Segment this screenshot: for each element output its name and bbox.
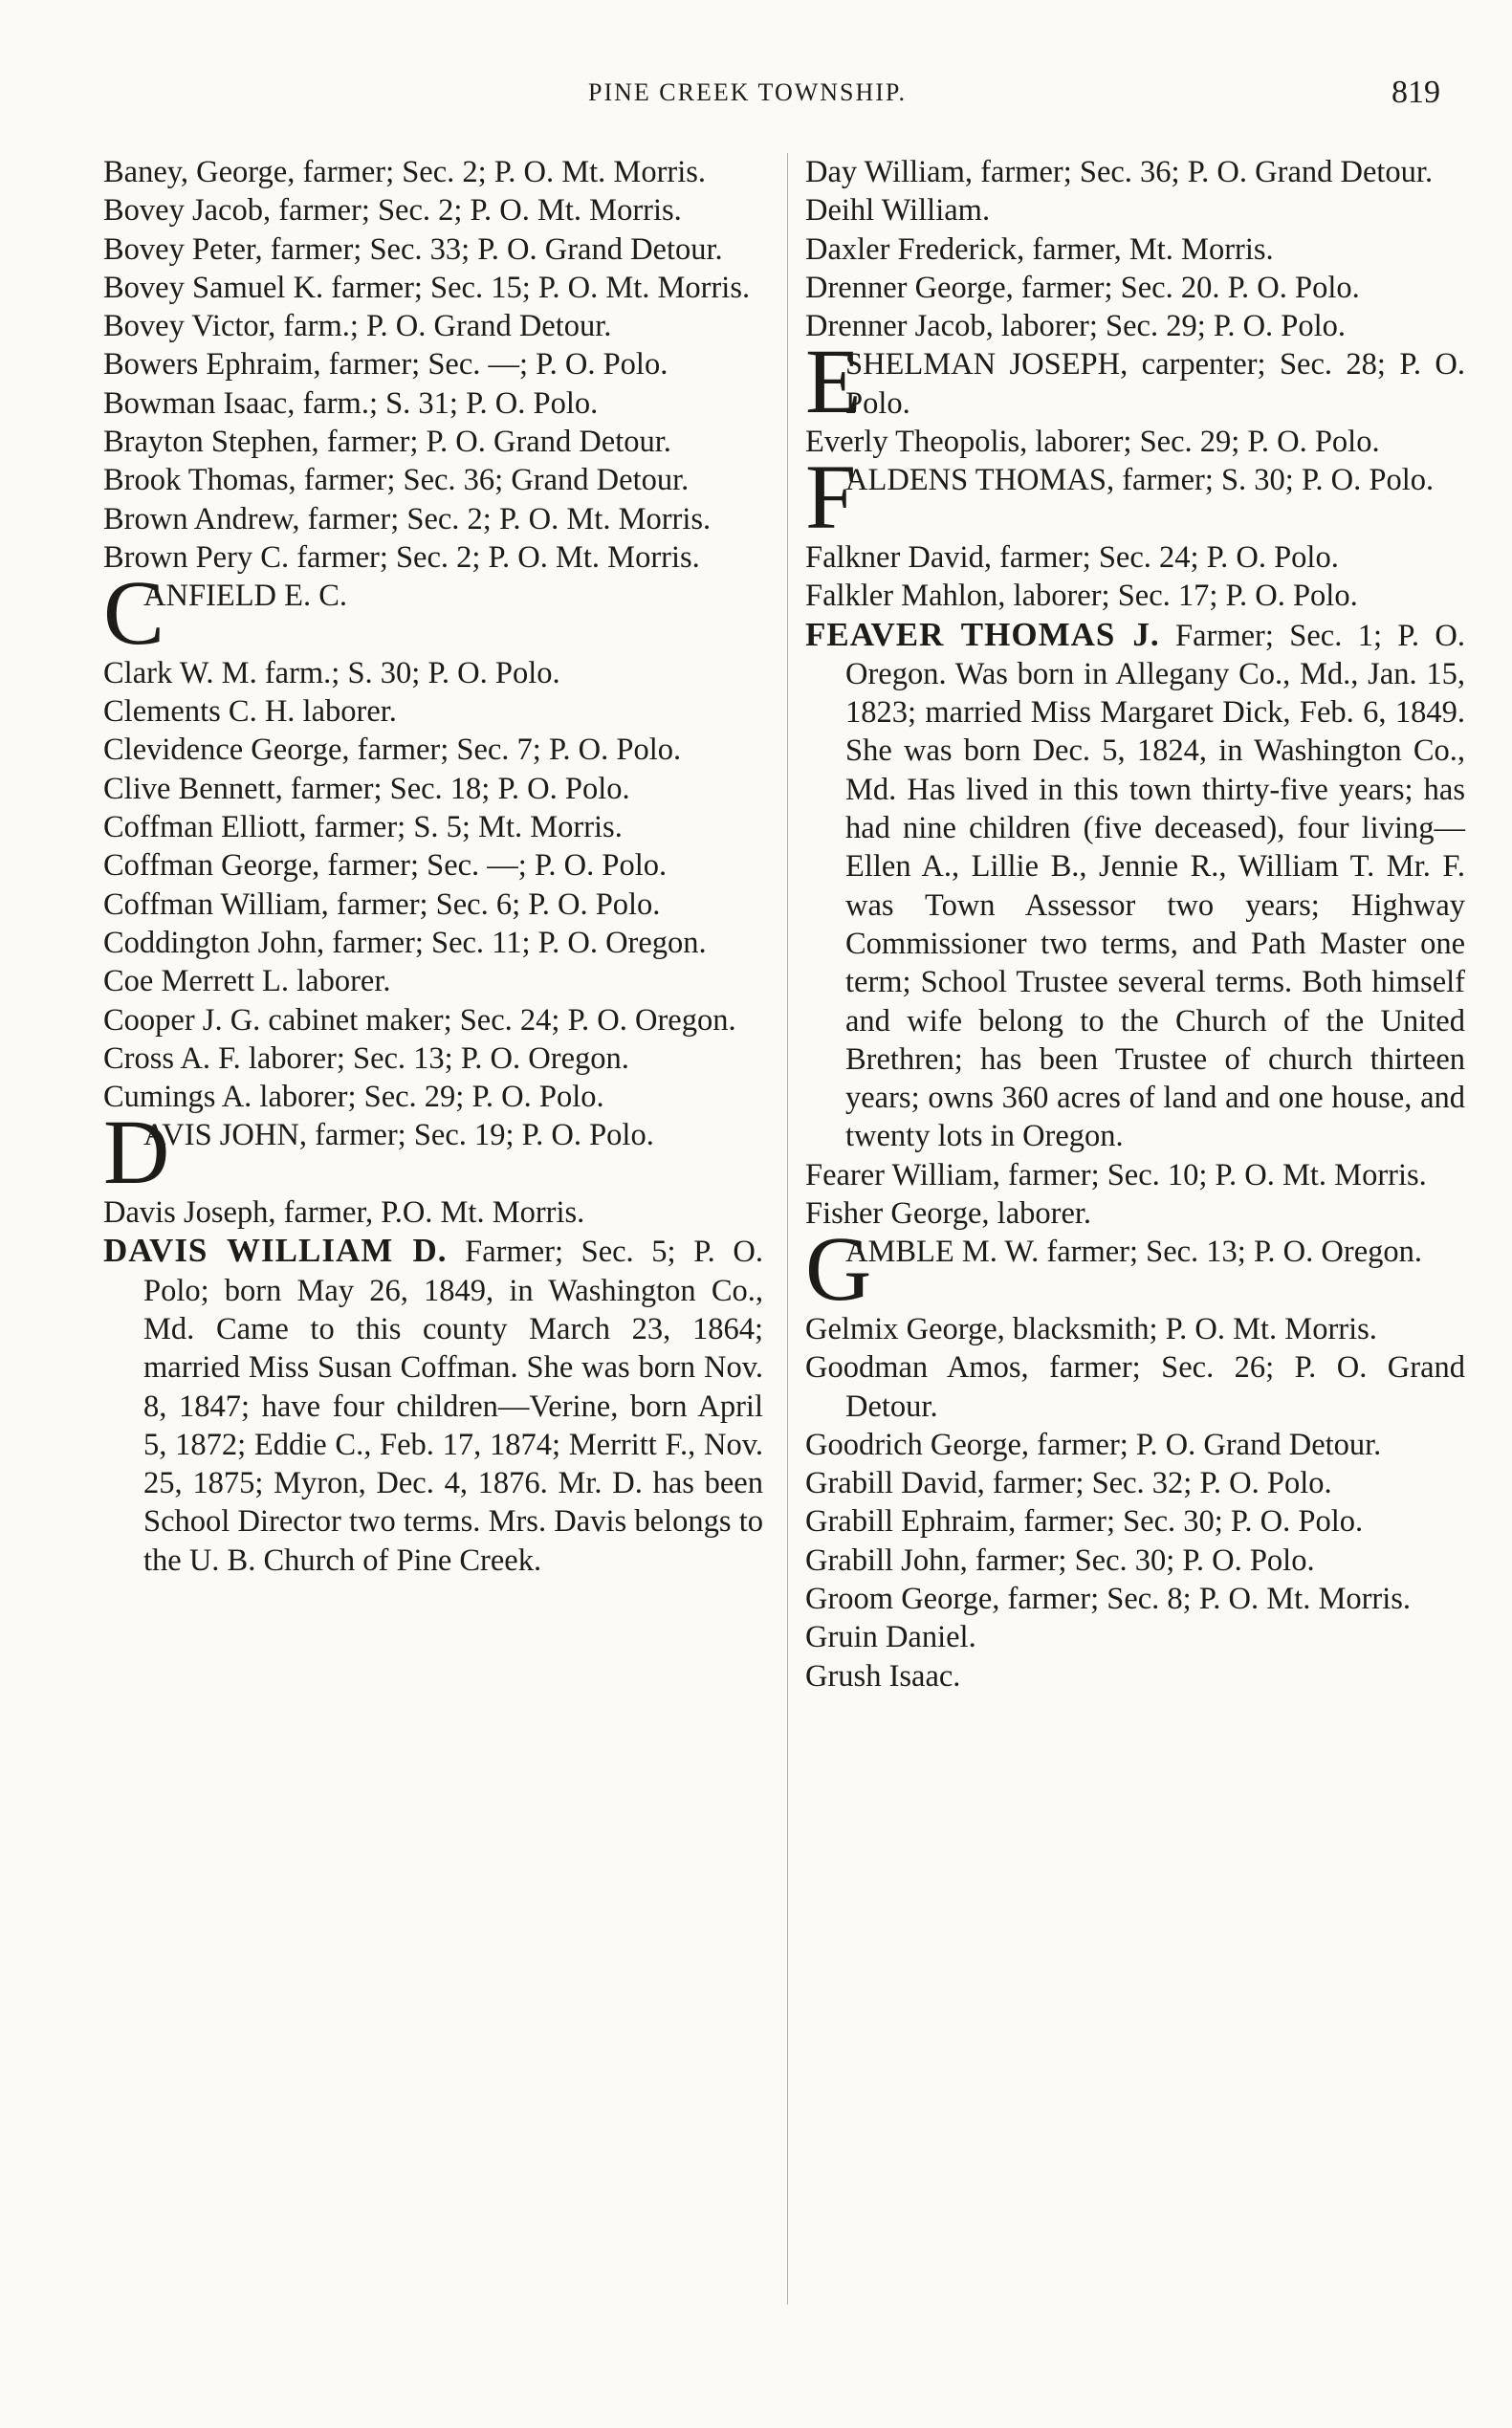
directory-entry: Davis Joseph, farmer, P.O. Mt. Morris.: [103, 1195, 585, 1231]
page-number: 819: [1391, 75, 1440, 110]
drop-cap-d: D: [103, 1101, 170, 1204]
directory-entry: Cumings A. laborer; Sec. 29; P. O. Polo.: [103, 1080, 604, 1115]
directory-entry: Brown Andrew, farmer; Sec. 2; P. O. Mt. Morris.: [103, 501, 712, 536]
biography-name: DAVIS WILLIAM D.: [103, 1232, 448, 1270]
directory-entry: Bovey Peter, farmer; Sec. 33; P. O. Grand Detour.: [103, 231, 723, 267]
drop-cap-c: C: [103, 561, 165, 665]
directory-entry: Brayton Stephen, farmer; P. O. Grand Detour.: [103, 425, 671, 460]
section-d-entry: [103, 1101, 763, 1204]
directory-entry: Gelmix George, blacksmith; P. O. Mt. Morris.: [805, 1311, 1377, 1346]
section-f-entry: [805, 446, 1465, 549]
section-e-entry: [805, 330, 1465, 433]
column-divider: [787, 153, 788, 2305]
directory-entry: Grabill David, farmer; Sec. 32; P. O. Polo.: [805, 1466, 1332, 1501]
directory-entry: Grabill Ephraim, farmer; Sec. 30; P. O. Polo.: [805, 1504, 1364, 1540]
drop-cap-g: G: [805, 1217, 872, 1321]
section-c-entry: [103, 561, 763, 665]
directory-entry: Falkner David, farmer; Sec. 24; P. O. Polo.: [805, 539, 1339, 575]
directory-entry: Brown Pery C. farmer; Sec. 2; P. O. Mt. Morris.: [103, 539, 700, 575]
directory-entry: Bovey Jacob, farmer; Sec. 2; P. O. Mt. Morris.: [103, 193, 682, 229]
directory-entry: Falkler Mahlon, laborer; Sec. 17; P. O. Polo.: [805, 579, 1358, 614]
directory-entry: Coffman George, farmer; Sec. —; P. O. Polo.: [103, 848, 668, 884]
directory-entry: Bowman Isaac, farm.; S. 31; P. O. Polo.: [103, 385, 599, 421]
left-column: [103, 153, 763, 1580]
directory-entry: Grabill John, farmer; Sec. 30; P. O. Polo.: [805, 1542, 1315, 1578]
directory-entry: Coe Merrett L. laborer.: [103, 964, 391, 999]
directory-entry: Groom George, farmer; Sec. 8; P. O. Mt. Morris.: [805, 1581, 1412, 1616]
biography-davis-william: [103, 1232, 763, 1580]
right-column: [805, 153, 1465, 1695]
directory-entry: Bovey Victor, farm.; P. O. Grand Detour.: [103, 309, 612, 344]
directory-entry: Goodman Amos, farmer; Sec. 26; P. O. Grand Detour.: [805, 1350, 1465, 1424]
running-title: PINE CREEK TOWNSHIP.: [588, 78, 908, 106]
section-d-text: AVIS JOHN, farmer; Sec. 19; P. O. Polo.: [143, 1118, 654, 1153]
section-g-text: AMBLE M. W. farmer; Sec. 13; P. O. Oregon.: [845, 1235, 1422, 1270]
directory-entry: Goodrich George, farmer; P. O. Grand Detour.: [805, 1427, 1382, 1462]
directory-entry: Drenner George, farmer; Sec. 20. P. O. Polo.: [805, 270, 1360, 305]
directory-entry: Day William, farmer; Sec. 36; P. O. Grand Detour.: [805, 155, 1434, 189]
directory-entry: Baney, George, farmer; Sec. 2; P. O. Mt. Morris.: [103, 155, 707, 189]
directory-entry: Deihl William.: [805, 193, 991, 229]
section-c-text: ANFIELD E. C.: [143, 579, 348, 614]
directory-entry: Gruin Daniel.: [805, 1620, 976, 1655]
section-g-entry: [805, 1217, 1465, 1321]
directory-entry: Fisher George, laborer.: [805, 1196, 1092, 1232]
directory-entry: Drenner Jacob, laborer; Sec. 29; P. O. Polo.: [805, 309, 1347, 344]
drop-cap-e: E: [805, 330, 862, 433]
directory-entry: Clark W. M. farm.; S. 30; P. O. Polo.: [103, 655, 560, 690]
directory-entry: Fearer William, farmer; Sec. 10; P. O. Mt. Morris.: [805, 1157, 1427, 1192]
biography-text: Farmer; Sec. 5; P. O. Polo; born May 26, 1849, in Washington Co., Md. Came to this county March 23, 1864; married Miss Susan Coffman. She was born Nov. 8, 1847; have four children—Verine, born April 5, 1872; Eddie C., Feb. 17, 1874; Merritt F., Nov. 25, 1875; Myron, Dec. 4, 1876. Mr. D. has been School Director two terms. Mrs. Davis belongs to the U. B. Church of Pine Creek.: [143, 1235, 763, 1578]
directory-entry: Everly Theopolis, laborer; Sec. 29; P. O. Polo.: [805, 425, 1380, 460]
directory-entry: Clevidence George, farmer; Sec. 7; P. O. Polo.: [103, 733, 682, 768]
directory-entry: Daxler Frederick, farmer, Mt. Morris.: [805, 231, 1274, 267]
directory-entry: Bovey Samuel K. farmer; Sec. 15; P. O. Mt. Morris.: [103, 270, 751, 305]
page-header: [0, 75, 1512, 113]
biography-text: Farmer; Sec. 1; P. O. Oregon. Was born in Allegany Co., Md., Jan. 15, 1823; married Miss Margaret Dick, Feb. 6, 1849. She was born Dec. 5, 1824, in Washington Co., Md. Has lived in this town thirty-five years; has had nine children (five deceased), four living—Ellen A., Lillie B., Jennie R., William T. Mr. F. was Town Assessor two years; Highway Commissioner two terms, and Path Master one term; School Trustee several terms. Both himself and wife belong to the Church of the United Brethren; has been Trustee of church thirteen years; owns 360 acres of land and one house, and twenty lots in Oregon.: [845, 618, 1466, 1154]
directory-entry: Cross A. F. laborer; Sec. 13; P. O. Oregon.: [103, 1040, 629, 1076]
directory-entry: Coddington John, farmer; Sec. 11; P. O. Oregon.: [103, 925, 707, 960]
directory-entry: Bowers Ephraim, farmer; Sec. —; P. O. Polo.: [103, 347, 668, 383]
directory-entry: Clements C. H. laborer.: [103, 694, 397, 730]
directory-entry: Grush Isaac.: [805, 1658, 961, 1694]
biography-name: FEAVER THOMAS J.: [805, 615, 1160, 653]
directory-entry: Cooper J. G. cabinet maker; Sec. 24; P. O. Oregon.: [103, 1002, 736, 1038]
biography-feaver-thomas: [805, 616, 1465, 1156]
section-f-text: ALDENS THOMAS, farmer; S. 30; P. O. Polo.: [845, 463, 1435, 498]
section-e-text: SHELMAN JOSEPH, carpenter; Sec. 28; P. O. Polo.: [845, 347, 1465, 421]
directory-entry: Coffman Elliott, farmer; S. 5; Mt. Morris.: [103, 810, 623, 845]
directory-entry: Coffman William, farmer; Sec. 6; P. O. Polo.: [103, 886, 661, 922]
directory-entry: Clive Bennett, farmer; Sec. 18; P. O. Polo.: [103, 771, 630, 806]
drop-cap-f: F: [805, 446, 857, 549]
directory-entry: Brook Thomas, farmer; Sec. 36; Grand Detour.: [103, 463, 690, 498]
